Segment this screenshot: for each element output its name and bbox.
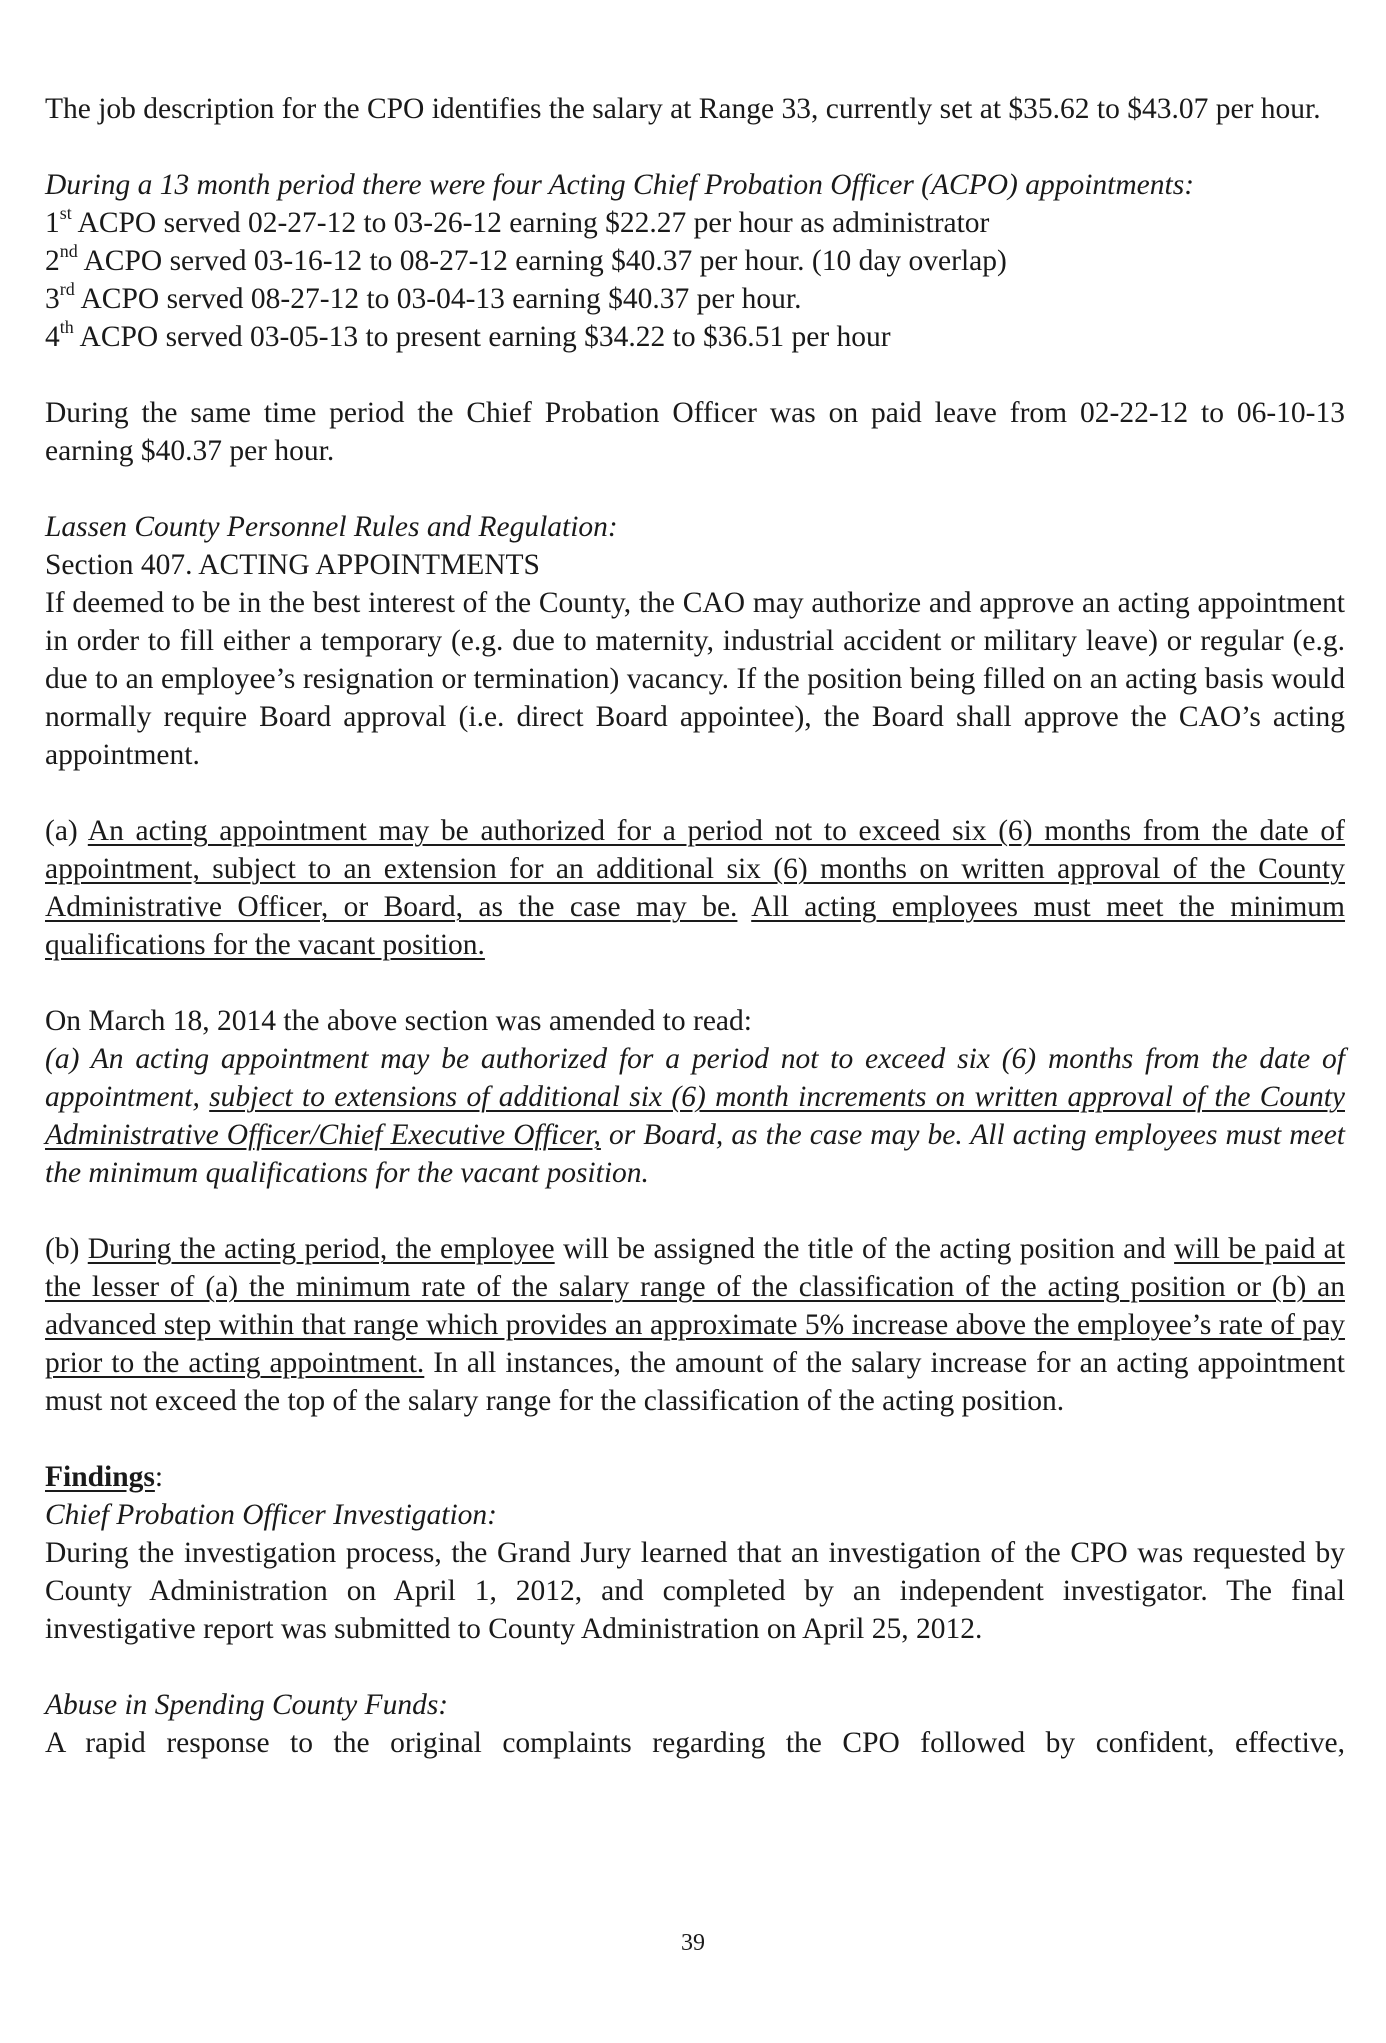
acpo-intro: During a 13 month period there were four Acting Chief Probation Officer (ACPO) appointments:: [45, 169, 1195, 201]
acpo-ordinal: 1: [45, 207, 60, 239]
acpo-item: [45, 318, 1345, 356]
acpo-ordinal-suffix: nd: [59, 241, 78, 262]
clause-b-tail: In all instances, the amount of the salary increase for an acting appointment must not exceed the top of the salary range for the classification of the acting position.: [45, 1347, 1345, 1417]
investigation-subheading: Chief Probation Officer Investigation:: [45, 1499, 497, 1531]
acpo-ordinal-suffix: th: [59, 317, 74, 338]
acpo-item-text: ACPO served 03-16-12 to 08-27-12 earning $40.37 per hour. (10 day overlap): [77, 245, 1007, 277]
salary-paragraph: The job description for the CPO identifies the salary at Range 33, currently set at $35.62 to $43.07 per hour.: [45, 93, 1321, 125]
investigation-body: During the investigation process, the Grand Jury learned that an investigation of the CPO was requested by County Administration on April 1, 2012, and completed by an independent investigator. The final investigative report was submitted to County Administration on April 25, 2012.: [45, 1537, 1345, 1645]
acpo-ordinal-suffix: rd: [59, 279, 75, 300]
acpo-item: [45, 242, 1345, 280]
clause-b-paragraph: [45, 1230, 1345, 1420]
acpo-ordinal: 2: [45, 245, 60, 277]
page-number: 39: [681, 1930, 705, 1956]
clause-a-paragraph: [45, 812, 1345, 964]
paid-leave-paragraph: During the same time period the Chief Probation Officer was on paid leave from 02-22-12 to 06-10-13 earning $40.37 per hour.: [45, 397, 1345, 467]
acpo-ordinal: 4: [45, 321, 60, 353]
amended-clause-a: [45, 1040, 1345, 1192]
acpo-item: [45, 280, 1345, 318]
clause-b-underlined-start: During the acting period, the employee: [87, 1233, 555, 1265]
rules-heading: Lassen County Personnel Rules and Regulation:: [45, 511, 618, 543]
clause-b-middle: will be assigned the title of the acting position and: [554, 1233, 1175, 1265]
amended-text-start: (a) An acting appointment may be authorized for a period not to exceed six (6) months from the date of appointment,: [45, 1043, 1345, 1113]
clause-a-space: [737, 891, 751, 923]
section-title: Section 407. ACTING APPOINTMENTS: [45, 549, 540, 581]
acpo-item-text: ACPO served 08-27-12 to 03-04-13 earning $40.37 per hour.: [74, 283, 802, 315]
abuse-body: A rapid response to the original complaints regarding the CPO followed by confident, effective,: [45, 1727, 1345, 1759]
clause-a-underlined-text: An acting appointment may be authorized for a period not to exceed six (6) months from the date of appointment, subject to an extension for an additional six (6) months on written approval of the County Administrative Officer, or Board, as the case may be.: [45, 815, 1345, 923]
amendment-intro: On March 18, 2014 the above section was amended to read:: [45, 1005, 752, 1037]
abuse-subheading: Abuse in Spending County Funds:: [45, 1689, 449, 1721]
clause-a-prefix: (a): [45, 815, 88, 847]
amended-underlined-text: subject to extensions of additional six (6) month increments on written approval of the County Administrative Officer/Chief Executive Officer,: [45, 1081, 1345, 1151]
amended-text-end: or Board, as the case may be. All acting employees must meet the minimum qualifications for the vacant position.: [45, 1119, 1345, 1189]
acpo-item: [45, 204, 1345, 242]
acpo-item-text: ACPO served 02-27-12 to 03-26-12 earning $22.27 per hour as administrator: [71, 207, 990, 239]
document-page: [45, 90, 1345, 1762]
findings-label: Findings: [45, 1461, 155, 1493]
clause-b-underlined-pay: will be paid at the lesser of (a) the minimum rate of the salary range of the classification of the acting position or (b) an advanced step within that range which provides an approximate 5% increase above the employee’s rate of pay prior to the acting appointment.: [45, 1233, 1345, 1379]
clause-a-qualifications: All acting employees must meet the minimum qualifications for the vacant position.: [45, 891, 1346, 961]
acpo-ordinal: 3: [45, 283, 60, 315]
acpo-ordinal-suffix: st: [59, 203, 72, 224]
rules-body: If deemed to be in the best interest of the County, the CAO may authorize and approve an acting appointment in order to fill either a temporary (e.g. due to maternity, industrial accident or military leave) or regular (e.g. due to an employee’s resignation or termination) vacancy. If the position being filled on an acting basis would normally require Board approval (i.e. direct Board appointee), the Board shall approve the CAO’s acting appointment.: [45, 587, 1345, 771]
acpo-list: [45, 204, 1345, 356]
findings-heading: [45, 1458, 1345, 1496]
findings-colon: :: [154, 1461, 164, 1493]
acpo-item-text: ACPO served 03-05-13 to present earning $34.22 to $36.51 per hour: [73, 321, 891, 353]
clause-b-prefix: (b): [45, 1233, 88, 1265]
